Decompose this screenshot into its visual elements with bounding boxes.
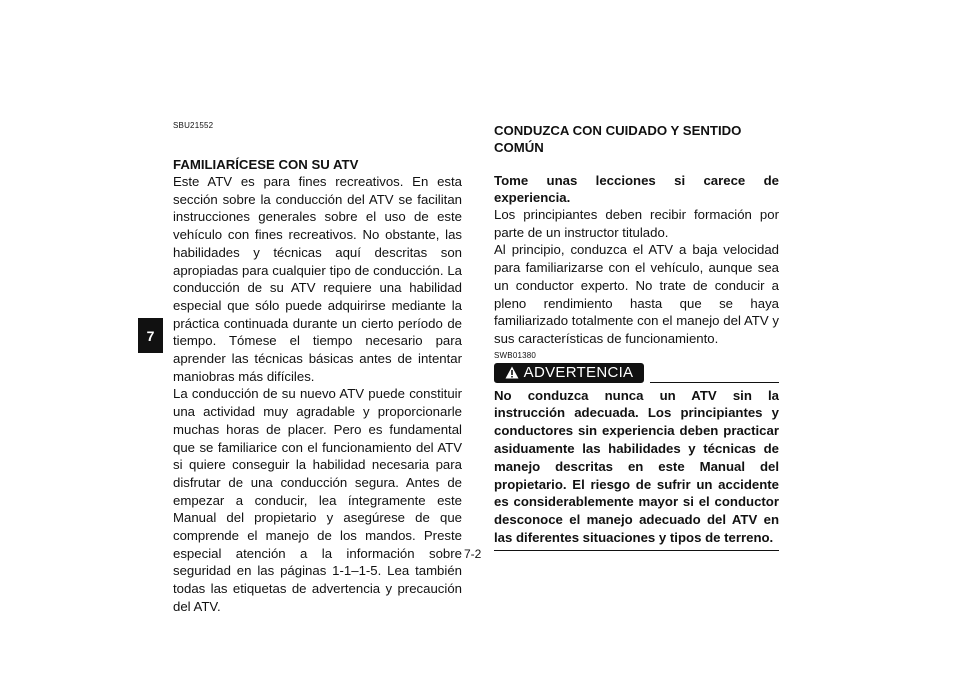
right-column <box>494 122 779 551</box>
warning-triangle-icon <box>505 366 519 379</box>
paragraph: Este ATV es para fines recreativos. En esta sección sobre la conducción del ATV se facilitan instrucciones generales sobre el uso de este vehículo con fines recreativos. No obstante, las habilidades y técnicas aquí descritas son apropiadas para cualquier tipo de conducción. La conducción de su ATV requiere una habilidad especial que sólo puede adquirirse mediante la práctica continuada durante un cierto período de tiempo. Tómese el tiempo necesario para aprender las técnicas básicas antes de intentar maniobras más difíciles. <box>173 174 462 384</box>
warning-text: No conduzca nunca un ATV sin la instrucción adecuada. Los principiantes y conductores sin experiencia deben practicar asiduamente las habilidades y técnicas de manejo descritas en este Manual del propietario. El riesgo de sufrir un accidente es considerablemente mayor si el conductor desconoce el manejo adecuado del ATV en las diferentes situaciones y tipos de terreno. <box>494 387 779 545</box>
warning-badge <box>494 363 644 383</box>
warning-label: ADVERTENCIA <box>523 364 634 382</box>
chapter-tab <box>138 318 163 353</box>
paragraph: Al principio, conduzca el ATV a baja velocidad para familiarizarse con el vehículo, aunque sea un conductor experto. No trate de conducir a pleno rendimiento hasta que se haya familiarizado totalmente con el manejo del ATV y sus características de funcionamiento. <box>494 242 779 346</box>
left-column <box>173 121 462 616</box>
section-code: SBU21552 <box>173 121 214 130</box>
warning-header <box>494 363 779 383</box>
divider <box>494 550 779 551</box>
section-heading: CONDUZCA CON CUIDADO Y SENTIDO COMÚN <box>494 123 742 155</box>
paragraph: La conducción de su nuevo ATV puede constituir una actividad muy agradable y proporcionarle muchas horas de placer. Pero es fundamental que se familiarice con el funcionamiento del ATV si quiere conseguir la habilidad necesaria para disfrutar de una conducción segura. Antes de empezar a conducir, lea íntegramente este Manual del propietario y asegúrese de que comprende el manejo de los mandos. Preste especial atención a la información sobre seguridad en las páginas 1-1–1-5. Lea también todas las etiquetas de advertencia y precaución del ATV. <box>173 386 462 614</box>
chapter-tab-number: 7 <box>146 327 155 344</box>
section-heading: FAMILIARÍCESE CON SU ATV <box>173 157 359 172</box>
page-number: 7-2 <box>464 547 482 561</box>
subheading: Tome unas lecciones si carece de experiencia. <box>494 173 779 205</box>
warning-code: SWB01380 <box>494 350 537 360</box>
paragraph: Los principiantes deben recibir formación por parte de un instructor titulado. <box>494 207 779 240</box>
divider <box>650 382 779 383</box>
